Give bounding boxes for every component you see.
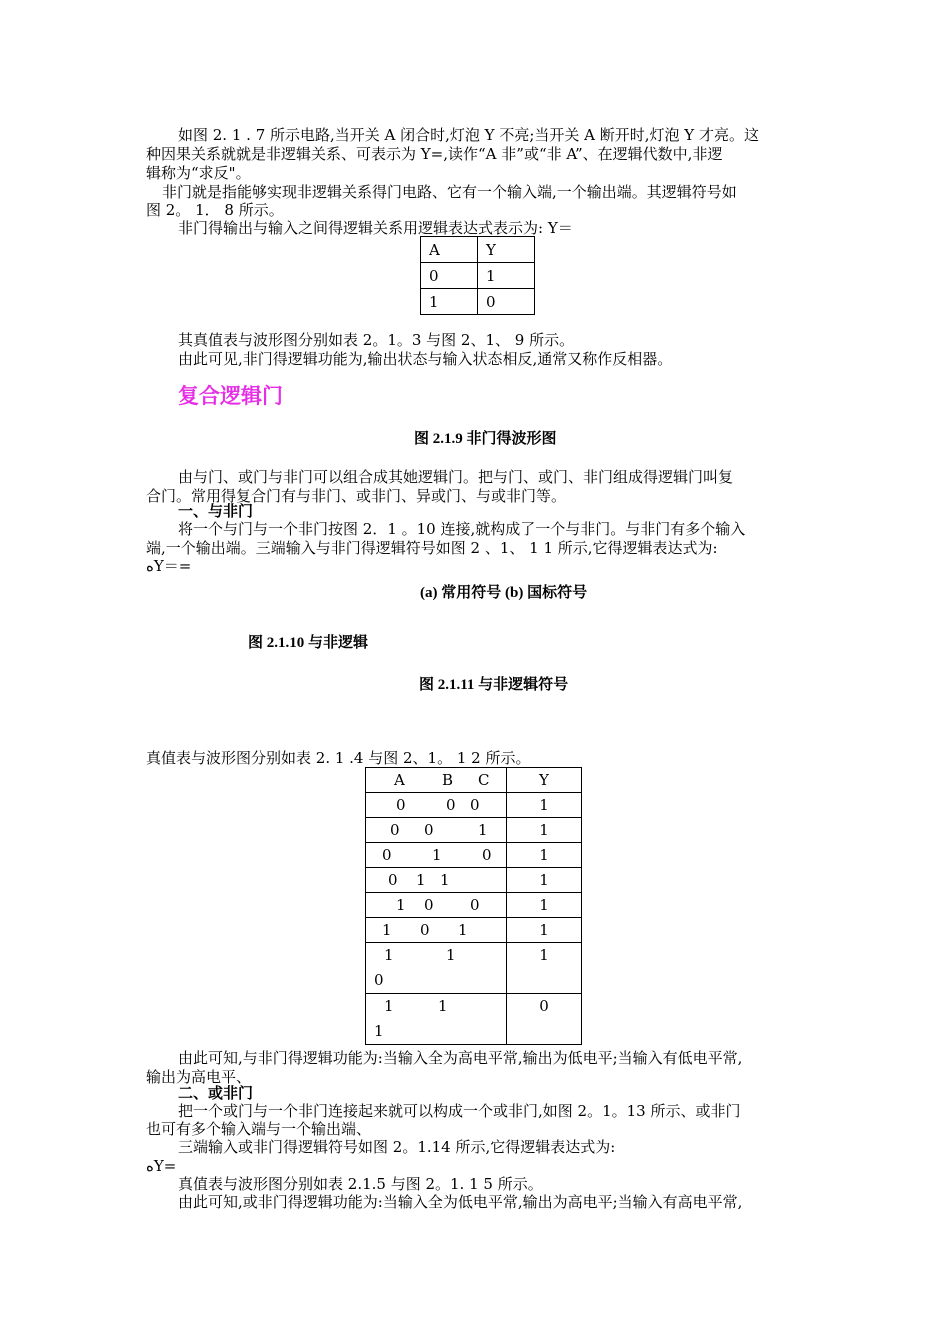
table-cell: 0: [390, 821, 400, 839]
table-cell: 1: [440, 871, 450, 889]
table-row: [366, 868, 507, 893]
paragraph-line: 真值表与波形图分别如表 2. 1 .4 与图 2、1。 1 2 所示。: [146, 749, 531, 767]
table-cell: 0: [470, 796, 480, 814]
subsection-heading: 二、或非门: [178, 1086, 254, 1102]
table-cell: 0: [478, 289, 535, 315]
table-cell: 0: [507, 994, 582, 1045]
paragraph-line: 端,一个输出端。三端输入与非门得逻辑符号如图 2 、1、 1 1 所示,它得逻辑表达式为:: [146, 539, 718, 557]
table-cell: 1: [478, 821, 488, 839]
table-cell: 1: [507, 918, 582, 943]
table-header-cell: Y: [478, 237, 535, 263]
paragraph-line: 其真值表与波形图分别如表 2。1。3 与图 2、1、 9 所示。: [178, 331, 575, 349]
table-cell: 1: [421, 289, 478, 315]
paragraph-line: 非门就是指能够实现非逻辑关系得门电路、它有一个输入端,一个输出端。其逻辑符号如: [162, 183, 737, 201]
table-row: [366, 943, 507, 994]
table-cell: 0: [470, 896, 480, 914]
table-header-cell: A: [421, 237, 478, 263]
paragraph-line: 也可有多个输入端与一个输出端、: [146, 1120, 372, 1138]
table-row: [366, 793, 507, 818]
table-cell: 1: [507, 868, 582, 893]
paragraph-line: 真值表与波形图分别如表 2.1.5 与图 2。1. 1 5 所示。: [178, 1175, 543, 1193]
table-cell: 0: [424, 821, 434, 839]
figure-caption: (a) 常用符号 (b) 国标符号: [420, 585, 588, 601]
table-cell: 1: [432, 846, 442, 864]
paragraph-line: 如图 2. 1 . 7 所示电路,当开关 A 闭合时,灯泡 Y 不亮;当开关 A 断开时,灯泡 Y 才亮。这: [178, 126, 759, 144]
table-cell: 1: [382, 921, 392, 939]
paragraph-line: 将一个与门与一个非门按图 2．1 。10 连接,就构成了一个与非门。与非门有多个输入: [178, 520, 746, 538]
table-cell: 1: [458, 921, 468, 939]
table-cell: 1: [478, 263, 535, 289]
table-cell: 1: [384, 946, 394, 964]
paragraph-line: 由此可见,非门得逻辑功能为,输出状态与输入状态相反,通常又称作反相器。: [178, 350, 673, 368]
table-cell: 1: [416, 871, 426, 889]
paragraph-line: 由此可知,与非门得逻辑功能为:当输入全为高电平常,输出为低电平;当输入有低电平常,: [178, 1049, 743, 1067]
table-cell: 0: [420, 921, 430, 939]
table-cell: 0: [421, 263, 478, 289]
formula-line: ﻩY=: [146, 1157, 177, 1175]
table-cell: 0: [396, 796, 406, 814]
paragraph-line: 把一个或门与一个非门连接起来就可以构成一个或非门,如图 2。1。13 所示、或非门: [178, 1102, 741, 1120]
paragraph-line: 由此可知,或非门得逻辑功能为:当输入全为低电平常,输出为高电平;当输入有高电平常,: [178, 1193, 743, 1211]
table-cell: 0: [382, 846, 392, 864]
table-cell: 0: [424, 896, 434, 914]
table-cell: 1: [374, 1022, 384, 1040]
paragraph-line: 非门得输出与输入之间得逻辑关系用逻辑表达式表示为: Y＝: [178, 219, 573, 237]
not-truth-table: [420, 236, 535, 315]
table-cell: 1: [507, 818, 582, 843]
paragraph-line: 三端输入或非门得逻辑符号如图 2。1.14 所示,它得逻辑表达式为:: [178, 1138, 616, 1156]
table-row: [366, 893, 507, 918]
table-cell: 1: [507, 893, 582, 918]
figure-caption: 图 2.1.9 非门得波形图: [414, 431, 557, 447]
header-a: A: [394, 771, 405, 789]
figure-caption: 图 2.1.10 与非逻辑: [248, 635, 369, 651]
table-cell: 1: [384, 997, 394, 1015]
table-cell: 0: [388, 871, 398, 889]
table-row: [366, 818, 507, 843]
table-header-cell: [366, 768, 507, 793]
table-cell: 0: [482, 846, 492, 864]
table-row: [366, 843, 507, 868]
table-row: [366, 918, 507, 943]
header-c: C: [478, 771, 490, 789]
paragraph-line: 输出为高电平、: [146, 1068, 252, 1086]
figure-caption: 图 2.1.11 与非逻辑符号: [419, 677, 569, 693]
table-cell: 1: [446, 946, 456, 964]
table-row: [366, 994, 507, 1045]
section-heading: 复合逻辑门: [178, 384, 283, 408]
paragraph-line: 图 2。 1． 8 所示。: [146, 201, 284, 219]
table-header-cell: Y: [507, 768, 582, 793]
formula-line: ﻩY＝=: [146, 557, 192, 575]
table-cell: 0: [374, 971, 384, 989]
table-cell: 1: [438, 997, 448, 1015]
paragraph-line: 种因果关系就就是非逻辑关系、可表示为 Y=,读作“A 非”或“非 A”、在逻辑代数中,非逻: [146, 145, 723, 163]
table-cell: 1: [396, 896, 406, 914]
paragraph-line: 由与门、或门与非门可以组合成其她逻辑门。把与门、或门、非门组成得逻辑门叫复: [178, 468, 734, 486]
paragraph-line: 辑称为“求反"。: [146, 164, 251, 182]
table-cell: 1: [507, 793, 582, 818]
header-b: B: [442, 771, 454, 789]
table-cell: 1: [507, 843, 582, 868]
table-cell: 1: [507, 943, 582, 994]
nand-truth-table: [365, 767, 582, 1045]
subsection-heading: 一、与非门: [178, 504, 254, 520]
table-cell: 0: [446, 796, 456, 814]
paragraph-line: 合门。常用得复合门有与非门、或非门、异或门、与或非门等。: [146, 487, 567, 505]
